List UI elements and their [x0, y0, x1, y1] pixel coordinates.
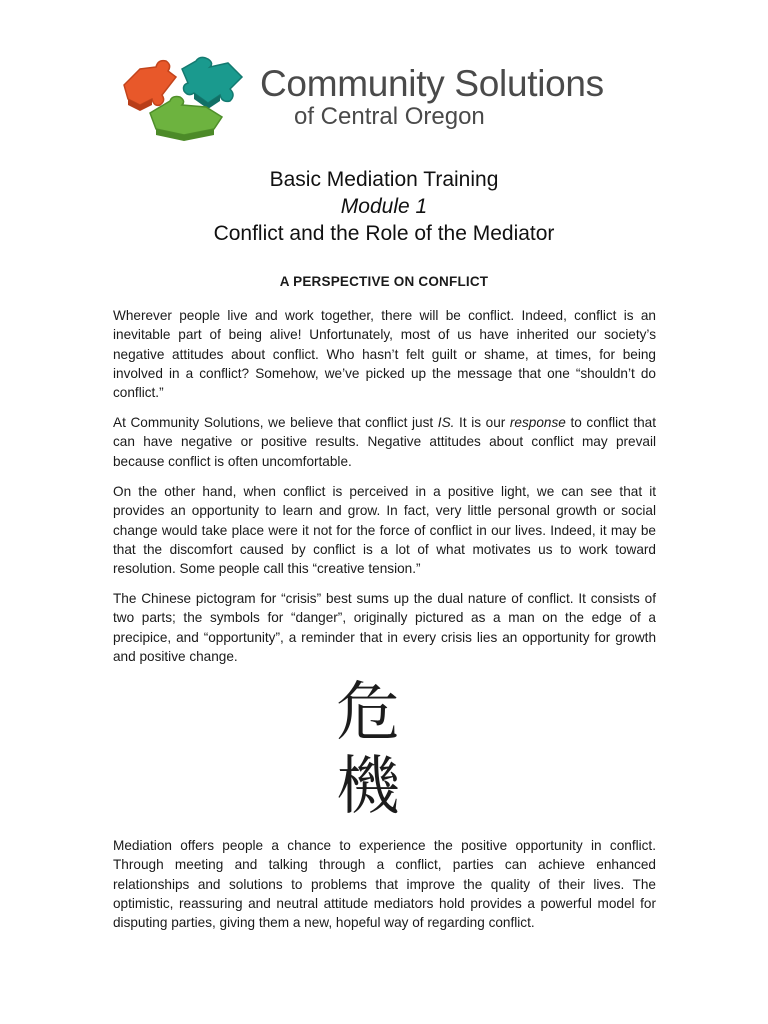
paragraph-2-response: response — [509, 415, 566, 430]
module-title: Module 1 — [340, 195, 428, 218]
paragraph-2 — [113, 413, 656, 471]
paragraph-2-part-c: to conflict that can have negative or positive results. Negative attitudes about conflict may prevail because conflict is often uncomfortable. — [113, 415, 656, 469]
paragraph-1: Wherever people live and work together, there will be conflict. Indeed, conflict is an inevitable part of being alive! Unfortunately, most of us have inherited our society’s negative attitudes about conflict. Who hasn’t felt guilt or shame, at times, for being involved in a conflict? Somehow, we’ve picked up the message that one “shouldn’t do conflict.” — [113, 308, 656, 401]
paragraph-2-part-b: It is our — [454, 415, 510, 430]
section-heading: A PERSPECTIVE ON CONFLICT — [279, 274, 489, 289]
org-name: Community Solutions — [260, 63, 604, 104]
paragraph-2-is: IS. — [437, 415, 455, 430]
paragraph-2-part-a: At Community Solutions, we believe that conflict just — [113, 415, 438, 430]
crisis-pictogram — [318, 676, 418, 836]
paragraph-4: The Chinese pictogram for “crisis” best sums up the dual nature of conflict. It consists of two parts; the symbols for “danger”, originally pictured as a man on the edge of a precipice, and “opportunity”, a reminder that in every crisis lies an opportunity for growth and positive change. — [113, 591, 656, 664]
module-subtitle: Conflict and the Role of the Mediator — [213, 222, 555, 245]
org-subtitle: of Central Oregon — [294, 103, 485, 130]
header — [118, 55, 658, 145]
puzzle-pieces-logo-icon — [118, 55, 246, 141]
paragraph-5: Mediation offers people a chance to experience the positive opportunity in conflict. Through meeting and talking through a conflict, parties can achieve enhanced relationships and solutions to problems that improve the quality of their lives. The optimistic, reassuring and neutral attitude mediators hold provides a powerful model for disputing parties, giving them a new, hopeful way of regarding conflict. — [113, 838, 656, 931]
opportunity-character: 機 — [336, 750, 400, 824]
danger-character: 危 — [336, 676, 400, 750]
document-titles — [0, 166, 768, 247]
training-title: Basic Mediation Training — [269, 168, 499, 191]
paragraph-3: On the other hand, when conflict is perceived in a positive light, we can see that it provides an opportunity to learn and grow. In fact, very little personal growth or social change would take place were it not for the force of conflict in our lives. Indeed, it may be that the discomfort caused by conflict is a lot of what motivates us to work toward resolution. Some people call this “creative tension.” — [113, 484, 656, 577]
